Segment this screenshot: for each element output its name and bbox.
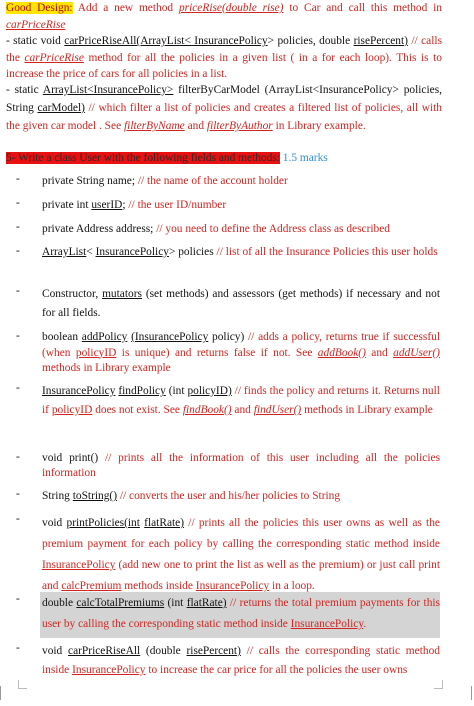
- good-design-label: Good Design:: [6, 2, 73, 14]
- item-code: String: [42, 490, 70, 502]
- item-code-mid: <: [86, 246, 96, 258]
- item-code: private int: [42, 199, 89, 211]
- item-code: double: [42, 597, 74, 609]
- item-comment-ul: calcPremium: [61, 580, 122, 592]
- item-comment: // the name of the account holder: [137, 175, 288, 187]
- page-corner-mark-left: [18, 680, 27, 689]
- bullet-marker: -: [16, 593, 20, 605]
- item-comment: to increase the car price for all the policies the user owns: [148, 664, 408, 676]
- item-comment: methods in Library example: [42, 362, 171, 374]
- static1-prefix: - static void: [6, 35, 61, 47]
- item-code-ul: policyID): [187, 385, 232, 397]
- bullet-marker: -: [16, 197, 20, 209]
- static1-comment-b: method for all the policies in a given list ( in a for each loop). This is to increase the price of cars for all policies in a list.: [6, 51, 442, 80]
- item-comment-ul: InsurancePolicy: [42, 559, 116, 571]
- item-comment-ul: InsurancePolicy: [195, 580, 270, 592]
- item-code-ul: (InsurancePolicy: [131, 331, 209, 343]
- static-method-1-paragraph: [6, 33, 442, 83]
- item-code-mid: (int: [167, 597, 184, 609]
- static1-name: carPriceRiseAll(ArrayList< InsurancePolicy: [64, 35, 268, 47]
- item-comment: // list of all the Insurance Policies this user holds: [216, 246, 438, 258]
- item-comment: .: [363, 618, 367, 630]
- item-comment: // returns the total premium payments for this user by calling the corresponding static method inside: [42, 597, 440, 630]
- item-comment: methods in Library example: [304, 404, 433, 416]
- static1-comment-start: //: [411, 35, 418, 47]
- list-item-tostring: [42, 488, 440, 505]
- bullet-marker: -: [16, 488, 20, 500]
- static2-tail: in Library example.: [275, 120, 366, 132]
- item-comment-ul: policyID: [75, 346, 117, 359]
- item-code-mid: (double: [145, 645, 181, 657]
- item-code-ul: userID: [91, 199, 123, 211]
- price-rise-method: priceRise(double rise): [178, 2, 284, 14]
- item-comment-ul: policyID: [51, 404, 93, 416]
- item-comment: // adds a policy, returns true if successful (when: [42, 331, 441, 359]
- bullet-marker: -: [16, 382, 20, 394]
- find-book-link: findBook(): [182, 404, 232, 416]
- item-code: void: [42, 645, 63, 657]
- item-code-ul: carPriceRiseAll: [68, 645, 141, 657]
- item-code-post: (set methods) and assessors (get methods) if necessary and not for all fields.: [42, 288, 440, 319]
- item-code-post: ;: [122, 199, 126, 211]
- section-5-heading: [6, 150, 442, 167]
- list-item-calc-total-premiums: [42, 593, 440, 635]
- filter-by-author-link: filterByAuthor: [206, 120, 273, 132]
- item-code-ul: risePercent): [186, 645, 241, 657]
- page-edge-left: [0, 686, 1, 700]
- item-comment: // you need to define the Address class as described: [156, 223, 390, 235]
- add-book-link: addBook(): [317, 346, 366, 359]
- item-code-ul: toString(): [72, 490, 118, 502]
- filter-by-name-link: filterByName: [124, 120, 185, 132]
- item-comment: does not exist. See: [95, 404, 180, 416]
- list-item-policies-field: [42, 245, 440, 260]
- section-5-marks: 1.5 marks: [282, 152, 328, 164]
- item-code-post: policy): [212, 331, 245, 343]
- item-code: private Address address;: [42, 223, 154, 235]
- good-design-text: Add a new method: [77, 2, 174, 14]
- page-corner-mark-right: [434, 680, 443, 689]
- item-code: boolean: [42, 331, 79, 343]
- item-comment: and: [234, 404, 251, 416]
- item-code: private String name;: [42, 175, 135, 187]
- item-code-ul: addPolicy: [81, 331, 128, 343]
- bullet-marker: -: [16, 330, 20, 342]
- item-comment-ul: InsurancePolicy: [290, 618, 364, 630]
- car-price-rise-call: carPriceRise: [6, 18, 66, 31]
- item-code-post: > policies: [168, 246, 214, 258]
- page-edge-right: [471, 686, 472, 700]
- item-code-ul: InsurancePolicy: [95, 246, 169, 258]
- item-comment: // converts the user and his/her policies to String: [119, 490, 341, 502]
- static2-name: filterByCarModel (ArrayList<InsurancePolicy> policies, String: [6, 84, 442, 114]
- item-comment-ul: InsurancePolicy: [72, 664, 146, 676]
- list-item-address-field: [42, 221, 440, 238]
- item-code-mid: (int: [168, 385, 185, 397]
- find-user-link: findUser(): [253, 404, 302, 416]
- item-comment: // the user ID/number: [128, 199, 227, 211]
- static2-type: ArrayList<InsurancePolicy>: [42, 84, 174, 96]
- item-code-ul: calcTotalPremiums: [76, 597, 165, 609]
- item-comment: is unique) and returns false if not. See: [121, 346, 313, 359]
- static-method-2-paragraph: [6, 81, 442, 135]
- item-comment: in a loop.: [272, 580, 315, 592]
- list-item-print-policies: [42, 513, 440, 597]
- bullet-marker: -: [16, 513, 20, 525]
- static2-and: and: [187, 120, 205, 132]
- static1-comment-a: calls the: [6, 35, 442, 64]
- list-item-userid-field: [42, 197, 440, 214]
- item-code: void print(): [42, 452, 99, 464]
- bullet-marker: -: [16, 245, 20, 257]
- list-item-add-policy: [42, 330, 440, 377]
- static2-prefix: - static: [6, 84, 39, 96]
- item-code: Constructor,: [42, 288, 99, 300]
- bullet-marker: -: [16, 642, 20, 654]
- list-item-car-price-rise-all: [42, 642, 440, 680]
- static1-mid: > policies, double: [267, 35, 351, 47]
- static1-param: risePercent): [353, 35, 408, 47]
- item-code-ul: mutators: [102, 288, 142, 300]
- item-comment: // prints all the information of this user including all the policies information: [42, 452, 440, 479]
- add-user-link: addUser(): [393, 346, 440, 359]
- item-code-ul: ArrayList: [42, 246, 87, 258]
- item-comment: // prints all the policies this user owns as well as the premium payment for each policy by calling the corresponding static method inside: [42, 517, 440, 550]
- list-item-constructor: [42, 285, 440, 323]
- list-item-print: [42, 451, 440, 481]
- section-5-title: 5- Write a class User with the following fields and methods:: [6, 152, 280, 164]
- item-code: void: [42, 517, 63, 529]
- item-code-ul: InsurancePolicy: [42, 385, 116, 397]
- bullet-marker: -: [16, 221, 20, 233]
- item-comment: // finds the policy and returns it. Returns null if: [42, 385, 440, 416]
- item-code-ul: printPolicies(int: [66, 517, 140, 529]
- good-design-paragraph: [6, 0, 442, 33]
- item-comment: and: [371, 346, 388, 359]
- bullet-marker: -: [16, 285, 20, 297]
- item-comment: // calls the corresponding static method inside: [42, 645, 440, 676]
- item-code-ul: findPolicy: [118, 385, 166, 397]
- item-code-ul: flatRate): [186, 597, 227, 609]
- good-design-tail: to Car and call this method in: [289, 2, 442, 14]
- list-item-find-policy: [42, 382, 440, 420]
- bullet-marker: -: [16, 451, 20, 463]
- static2-comment: // which filter a list of policies and creates a filtered list of policies, all with the given car model . See: [6, 102, 442, 132]
- bullet-marker: -: [16, 173, 20, 185]
- static2-param: carModel): [37, 102, 85, 114]
- list-item-name-field: [42, 173, 440, 190]
- item-comment: (add new one to print the list as well as the premium) or just call print and: [42, 559, 440, 592]
- static1-comment-method: carPriceRise: [24, 51, 84, 64]
- item-code-ul: flatRate): [144, 517, 185, 529]
- item-comment: methods inside: [124, 580, 193, 592]
